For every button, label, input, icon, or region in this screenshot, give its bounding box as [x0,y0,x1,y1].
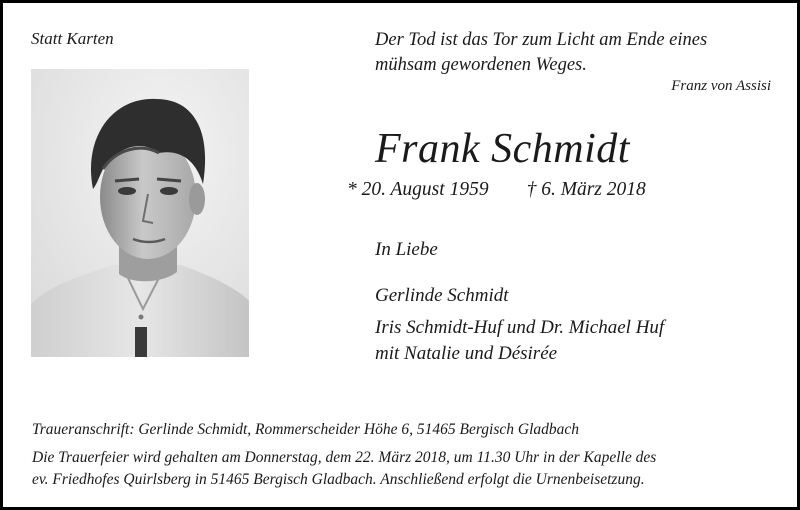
birth-date: 20. August 1959 [361,179,489,200]
ceremony-line: ev. Friedhofes Quirlsberg in 51465 Bergisch Gladbach. Anschließend erfolgt die Urnenbeisetzung. [32,471,645,488]
quote-author: Franz von Assisi [671,78,771,94]
statt-karten-label: Statt Karten [31,29,114,48]
mourner-line: Iris Schmidt-Huf und Dr. Michael Huf [375,317,665,338]
ceremony-info [32,447,656,491]
mourner-line: Gerlinde Schmidt [375,285,509,306]
mourner-line: mit Natalie und Désirée [375,343,558,364]
mourning-address: Traueranschrift: Gerlinde Schmidt, Rommerscheider Höhe 6, 51465 Bergisch Gladbach [32,421,580,438]
death-date: 6. März 2018 [541,179,646,200]
mourners-list [375,283,664,367]
quote-line: Der Tod ist das Tor zum Licht am Ende eines [375,30,708,50]
quote-text [375,28,707,78]
birth-symbol: * [347,179,357,200]
deceased-name: Frank Schmidt [375,126,630,172]
death-symbol: † [526,179,537,200]
life-dates [347,179,646,201]
portrait-photo [31,69,249,357]
in-liebe-label: In Liebe [375,239,438,260]
ceremony-line: Die Trauerfeier wird gehalten am Donnerstag, dem 22. März 2018, um 11.30 Uhr in der Kapelle des [32,449,657,466]
quote-line: mühsam gewordenen Weges. [375,55,587,75]
